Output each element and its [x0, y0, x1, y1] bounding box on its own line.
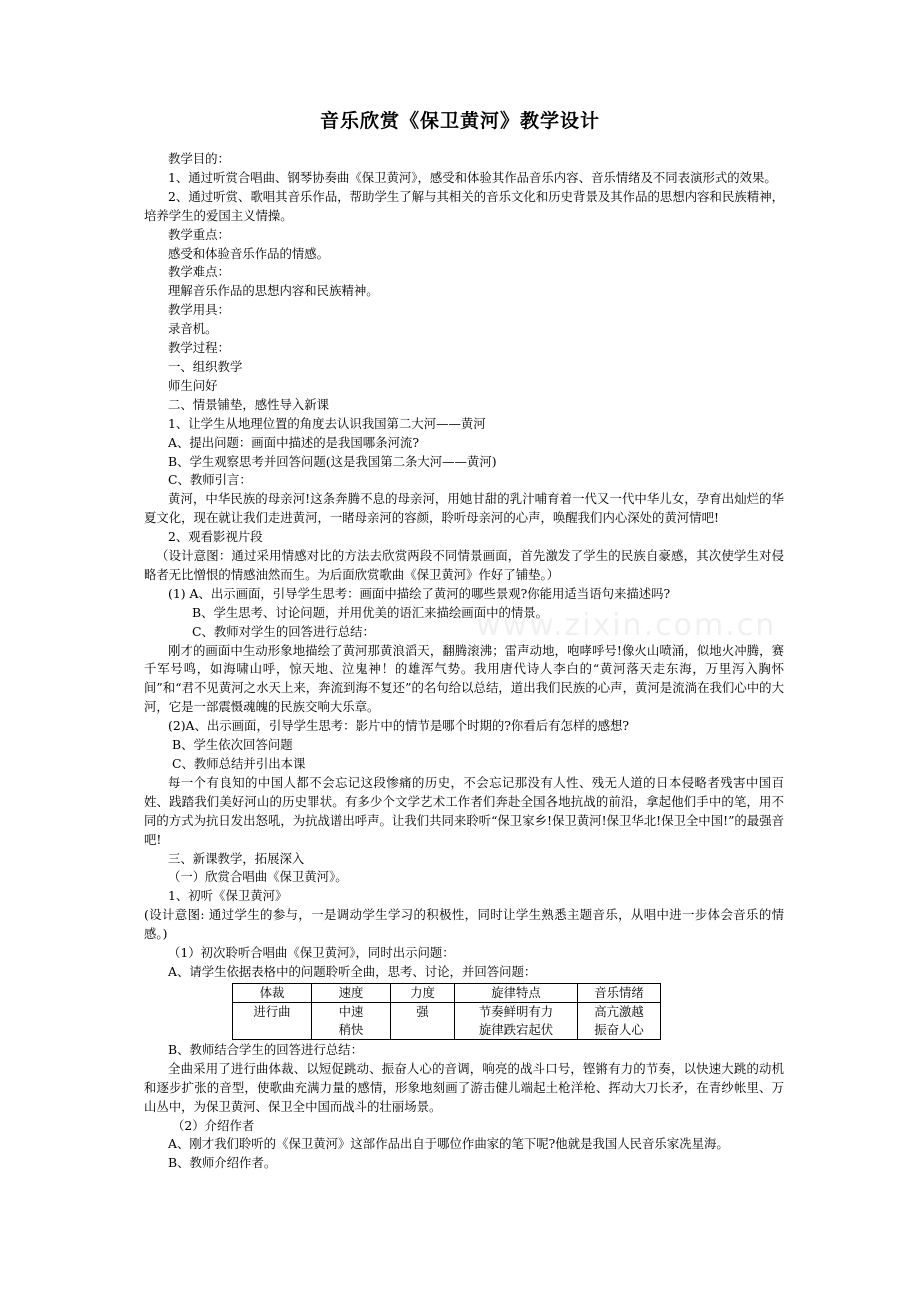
paragraph: (设计意图: 通过学生的参与，一是调动学生学习的积极性，同时让学生熟悉主题音乐，从唱中进一步体会音乐的情感。): [144, 907, 784, 942]
paragraph: B、教师结合学生的回答进行总结：: [168, 1041, 363, 1057]
document-title: 音乐欣赏《保卫黄河》教学设计: [319, 110, 600, 132]
paragraph: 一、组织教学: [168, 358, 243, 374]
paragraph: （设计意图：通过采用情感对比的方法去欣赏两段不同情景画面，首先激发了学生的民族自豪感，其次使学生对侵略者无比憎恨的情感油然而生。为后面欣赏歌曲《保卫黄河》作好了铺垫。）: [144, 548, 784, 582]
paragraph: 师生问好: [168, 377, 218, 393]
paragraph: B、学生观察思考并回答问题(这是我国第二条大河——黄河): [168, 453, 497, 469]
paragraph: C、教师总结并引出本课: [172, 756, 306, 771]
paragraph: B、教师介绍作者。: [168, 1155, 277, 1171]
paragraph: 教学重点：: [168, 226, 230, 242]
paragraph: 三、新课教学，拓展深入: [168, 850, 305, 866]
table-cell: [233, 1021, 312, 1040]
paragraph: 教学用具：: [168, 302, 230, 318]
table-header-row: [233, 983, 661, 1002]
table-cell: 稍快: [312, 1021, 391, 1040]
table-cell: 高亢激越: [578, 1002, 661, 1021]
paragraph: 刚才的画面中生动形象地描绘了黄河那黄浪滔天，翻腾滚沸；雷声动地，咆哮呼号!像火山喷涌，似地火冲腾，赛千军号鸣，如海啸山呼，惊天地、泣鬼神！的雄浑气势。我用唐代诗人李白的“黄河落天走东海，万里泻入胸怀间”和“君不见黄河之水天上来，奔流到海不复还”的名句给以总结，道出我们民族的心声，黄河是流淌在我们心中的大河，它是一部震慑魂魄的民族交响大乐章。: [144, 642, 784, 715]
paragraph: 录音机。: [168, 321, 218, 337]
paragraph: 全曲采用了进行曲体裁、以短促跳动、振奋人心的音调，响亮的战斗口号，铿锵有力的节奏，以快速大跳的动机和逐步扩张的音型，使歌曲充满力量的感情，形象地刻画了游击健儿端起土枪洋枪、挥动大刀长矛，在青纱帐里、万山丛中，为保卫黄河、保卫全中国而战斗的壮丽场景。: [144, 1060, 784, 1114]
paragraph: A、提出问题：画面中描述的是我国哪条河流?: [168, 434, 420, 450]
music-analysis-table: [232, 983, 661, 1040]
paragraph: A、刚才我们聆听的《保卫黄河》这部作品出自于哪位作曲家的笔下呢?他就是我国人民音乐家冼星海。: [168, 1136, 729, 1152]
table-header-cell: 力度: [391, 983, 455, 1002]
paragraph: 每一个有良知的中国人都不会忘记这段惨痛的历史，不会忘记那没有人性、残无人道的日本侵略者残害中国百姓、践踏我们美好河山的历史罪状。有多少个文学艺术工作者们奔赴全国各地抗战的前沿，拿起他们手中的笔，用不同的方式为抗日发出怒吼，为抗战谱出呼声。让我们共同来聆听“保卫家乡!保卫黄河!保卫华北!保卫全中国!”的最强音吧!: [144, 774, 784, 847]
table-header-cell: 体裁: [233, 983, 312, 1002]
paragraph: C、教师对学生的回答进行总结：: [192, 623, 375, 639]
paragraph: 2、通过听赏、歌唱其音乐作品，帮助学生了解与其相关的音乐文化和历史背景及其作品的思想内容和民族精神，培养学生的爱国主义情操。: [144, 188, 784, 223]
table-row: [233, 1021, 661, 1040]
table-cell: 中速: [312, 1002, 391, 1021]
paragraph: A、请学生依据表格中的问题聆听全曲，思考、讨论，并回答问题：: [168, 963, 537, 979]
table-cell: 强: [391, 1002, 455, 1021]
paragraph: 教学过程：: [168, 340, 230, 356]
table-row: [233, 1002, 661, 1021]
paragraph: （1）初次聆听合唱曲《保卫黄河》，同时出示问题：: [168, 945, 455, 961]
table-cell: 节奏鲜明有力: [455, 1002, 578, 1021]
table-header-cell: 音乐情绪: [578, 983, 661, 1002]
paragraph: 1、初听《保卫黄河》: [168, 888, 288, 904]
paragraph: B、学生依次回答问题: [172, 737, 293, 753]
paragraph: （一）欣赏合唱曲《保卫黄河》。: [168, 869, 348, 885]
paragraph: （2）介绍作者: [172, 1117, 255, 1133]
paragraph: 教学目的：: [168, 151, 230, 166]
paragraph: 1、让学生从地理位置的角度去认识我国第二大河——黄河: [168, 415, 486, 431]
table-cell: 旋律跌宕起伏: [455, 1021, 578, 1040]
paragraph: (1) A、出示画面，引导学生思考：画面中描绘了黄河的哪些景观?你能用适当语句来描述吗?: [168, 585, 671, 601]
table-header-cell: 速度: [312, 983, 391, 1002]
table-cell: [391, 1021, 455, 1040]
paragraph: 2、观看影视片段: [168, 529, 263, 545]
watermark: www.zixin.com.cn: [476, 608, 777, 643]
paragraph: 教学难点：: [168, 264, 230, 280]
document-body: [144, 150, 784, 1173]
paragraph: 1、通过听赏合唱曲、钢琴协奏曲《保卫黄河》，感受和体验其作品音乐内容、音乐情绪及不同表演形式的效果。: [168, 169, 777, 185]
paragraph: 感受和体验音乐作品的情感。: [168, 245, 330, 261]
table-header-cell: 旋律特点: [455, 983, 578, 1002]
paragraph: 理解音乐作品的思想内容和民族精神。: [168, 283, 379, 299]
table-cell: 进行曲: [233, 1002, 312, 1021]
paragraph: B、学生思考、讨论问题，并用优美的语汇来描绘画面中的情景。: [192, 604, 549, 620]
table-cell: 振奋人心: [578, 1021, 661, 1040]
paragraph: (2)A、出示画面，引导学生思考：影片中的情节是哪个时期的?你看后有怎样的感想?: [168, 718, 630, 734]
paragraph: 黄河，中华民族的母亲河!这条奔腾不息的母亲河，用她甘甜的乳汁哺育着一代又一代中华儿女，孕育出灿烂的华夏文化，现在就让我们走进黄河，一睹母亲河的容颜，聆听母亲河的心声，唤醒我们内心深处的黄河情吧!: [144, 491, 784, 526]
paragraph: C、教师引言：: [168, 472, 252, 488]
paragraph: 二、情景铺垫，感性导入新课: [168, 396, 330, 412]
